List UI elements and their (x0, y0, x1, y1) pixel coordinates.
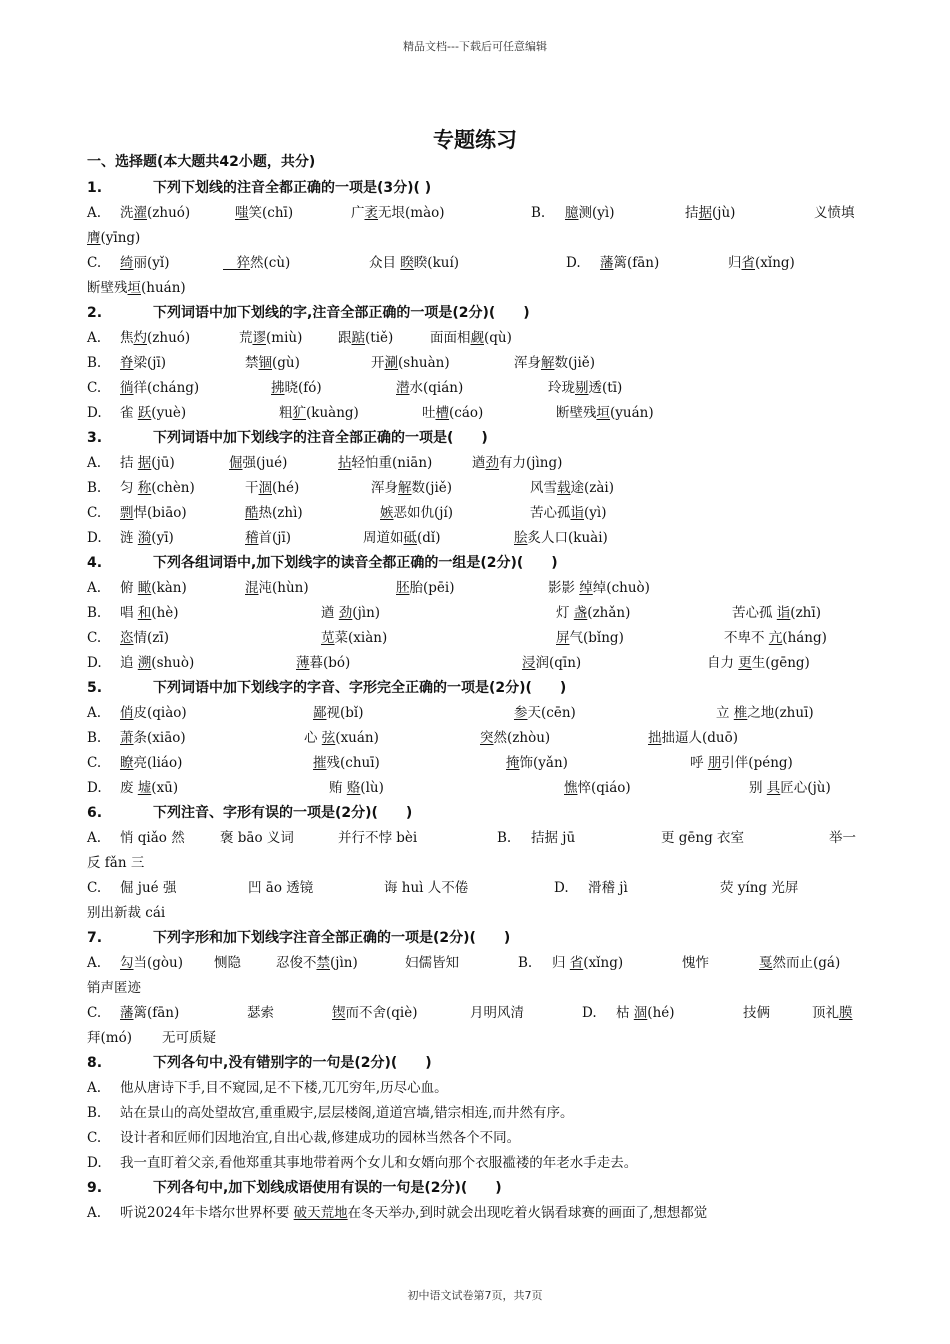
option-item: 荒谬(miù) (239, 330, 303, 346)
option-item: 瞭亮(liáo) (120, 755, 183, 771)
option-letter: C. (87, 1005, 102, 1021)
option-item: B. (497, 830, 512, 846)
option-letter: C. (87, 630, 102, 646)
option-item: 屏气(bǐng) (556, 630, 624, 646)
option-item: 广袤无垠(mào) (351, 205, 445, 221)
option-item: 藩篱(fān) (120, 1005, 180, 1021)
option-line (87, 901, 865, 926)
option-item: 唱 和(hè) (120, 605, 179, 621)
option-line (87, 876, 865, 901)
option-letter: A. (87, 205, 102, 221)
option-item: 听说2024年卡塔尔世界杯要 破天荒地在冬天举办,到时就会出现吃着火锅看球赛的画面了,想想都觉 (120, 1205, 708, 1221)
option-item: 混沌(hùn) (245, 580, 309, 596)
option-item: 立 椎之地(zhuī) (716, 705, 814, 721)
option-item: 臆测(yì) (565, 205, 615, 221)
option-item: 忍俊不禁(jìn) (276, 955, 358, 971)
option-letter: C. (87, 755, 102, 771)
option-item: 洗濯(zhuó) (120, 205, 191, 221)
option-item: 禁锢(gù) (245, 355, 300, 371)
option-line (87, 726, 865, 751)
option-line (87, 851, 865, 876)
question-stem (87, 676, 865, 701)
option-item: 他从唐诗下手,目不窥园,足不下楼,兀兀穷年,历尽心血。 (120, 1080, 448, 1096)
option-letter: B. (87, 480, 102, 496)
option-letter: A. (87, 705, 102, 721)
option-item: D. (554, 880, 569, 896)
option-item: 苦心孤诣(yì) (530, 505, 607, 521)
option-item: 戛然而止(gá) (759, 955, 841, 971)
option-item: 荧 yíng 光屏 (720, 880, 799, 896)
option-item: 断壁残垣(yuán) (556, 405, 654, 421)
option-letter: D. (87, 1155, 102, 1171)
option-letter: D. (87, 530, 102, 546)
option-line (87, 201, 865, 226)
option-item: 站在景山的高处望故宫,重重殿宇,层层楼阁,道道宫墙,错宗相连,而井然有序。 (120, 1105, 574, 1121)
option-item: 归省(xǐng) (728, 255, 795, 271)
option-item: 周道如砥(dǐ) (363, 530, 441, 546)
option-item: 浑身解数(jiě) (371, 480, 453, 496)
option-item: 义愤填 (814, 205, 855, 221)
option-line (87, 1151, 865, 1176)
question-text: 下列词语中加下划线的字,注音全部正确的一项是(2分)( ) (153, 305, 530, 321)
option-line (87, 401, 865, 426)
option-item: 脊梁(jī) (120, 355, 167, 371)
option-item: 玲珑剔透(tī) (548, 380, 623, 396)
question-stem (87, 926, 865, 951)
option-letter: A. (87, 330, 102, 346)
option-item: 剽悍(biāo) (120, 505, 187, 521)
option-item: 藩篱(fān) (600, 255, 660, 271)
option-line (87, 326, 865, 351)
option-item: 愧怍 (682, 955, 709, 971)
option-item: 脍炙人口(kuài) (514, 530, 608, 546)
option-line (87, 1026, 865, 1051)
option-line (87, 1201, 865, 1226)
question-text: 下列各组词语中,加下划线字的读音全都正确的一组是(2分)( ) (153, 555, 558, 571)
option-item: 匀 称(chèn) (120, 480, 195, 496)
option-letter: A. (87, 955, 102, 971)
option-item: 心 弦(xuán) (304, 730, 379, 746)
option-item: 嗤笑(chī) (235, 205, 294, 221)
option-letter: B. (87, 605, 102, 621)
option-letter: C. (87, 880, 102, 896)
question-text: 下列词语中加下划线字的注音全部正确的一项是( ) (153, 430, 488, 446)
option-item: 拜(mó) (87, 1030, 132, 1046)
option-item: 瑟索 (247, 1005, 274, 1021)
option-item: 不卑不 亢(háng) (724, 630, 827, 646)
option-item: 俏皮(qiào) (120, 705, 187, 721)
question-number: 4. (87, 555, 103, 571)
question-number: 6. (87, 805, 103, 821)
option-item: 俯 瞰(kàn) (120, 580, 187, 596)
option-item: 开涮(shuàn) (371, 355, 450, 371)
option-item: 突然(zhòu) (480, 730, 551, 746)
question-stem (87, 1176, 865, 1201)
option-line (87, 826, 865, 851)
option-item: 掩饰(yǎn) (506, 755, 568, 771)
option-item: 苦心孤 诣(zhī) (732, 605, 821, 621)
option-item: 苋菜(xiàn) (321, 630, 388, 646)
option-item: 枯 涸(hé) (616, 1005, 675, 1021)
option-line (87, 951, 865, 976)
option-item: 诲 huì 人不倦 (384, 880, 469, 896)
question-text: 下列各句中,没有错别字的一句是(2分)( ) (153, 1055, 432, 1071)
option-item: 贿 赂(lù) (329, 780, 384, 796)
page-header: 精品文档---下载后可任意编辑 (403, 40, 547, 53)
option-item: 废 墟(xū) (120, 780, 179, 796)
option-item: 恣情(zī) (120, 630, 169, 646)
question-text: 下列各句中,加下划线成语使用有误的一句是(2分)( ) (153, 1180, 502, 1196)
option-line (87, 976, 865, 1001)
option-item: 月明风清 (470, 1005, 524, 1021)
option-item: 反 fǎn 三 (87, 855, 145, 871)
option-item: 粗犷(kuàng) (279, 405, 359, 421)
option-line (87, 276, 865, 301)
option-letter: C. (87, 1130, 102, 1146)
option-item: 嫉恶如仇(jí) (380, 505, 454, 521)
option-item: 悄 qiǎo 然 (120, 830, 185, 846)
option-item: 浸润(qīn) (522, 655, 582, 671)
option-letter: D. (87, 780, 102, 796)
question-number: 8. (87, 1055, 103, 1071)
question-list (87, 176, 865, 1226)
question-number: 2. (87, 305, 103, 321)
option-letter: C. (87, 255, 102, 271)
question-stem (87, 426, 865, 451)
option-item: 影影 绰绰(chuò) (548, 580, 650, 596)
option-item: B. (531, 205, 546, 221)
option-line (87, 251, 865, 276)
option-item: 膺(yīng) (87, 230, 141, 246)
option-item: 焦灼(zhuó) (120, 330, 191, 346)
option-item: 雀 跃(yuè) (120, 405, 187, 421)
option-item: 自力 更生(gēng) (707, 655, 810, 671)
option-letter: A. (87, 1080, 102, 1096)
option-line (87, 1126, 865, 1151)
option-item: 凹 āo 透镜 (248, 880, 314, 896)
option-item: 举一 (829, 830, 856, 846)
option-line (87, 1076, 865, 1101)
option-letter: C. (87, 505, 102, 521)
option-letter: C. (87, 380, 102, 396)
option-line (87, 701, 865, 726)
option-line (87, 601, 865, 626)
option-item: 猝然(cù) (223, 255, 291, 271)
option-item: 倔强(jué) (229, 455, 288, 471)
option-item: 别出新裁 cái (87, 905, 166, 921)
option-line (87, 576, 865, 601)
option-letter: B. (87, 355, 102, 371)
option-item: 滑稽 jì (588, 880, 628, 896)
option-item: 妇儒皆知 (405, 955, 459, 971)
question-text: 下列词语中加下划线字的字音、字形完全正确的一项是(2分)( ) (153, 680, 567, 696)
option-item: 锲而不舍(qiè) (332, 1005, 418, 1021)
option-line (87, 226, 865, 251)
option-item: 拂晓(fó) (271, 380, 322, 396)
option-item: 无可质疑 (162, 1030, 216, 1046)
option-item: 吐槽(cáo) (422, 405, 484, 421)
option-letter: D. (87, 405, 102, 421)
question-text: 下列注音、字形有误的一项是(2分)( ) (153, 805, 413, 821)
option-line (87, 501, 865, 526)
option-item: 拙拙逼人(duō) (648, 730, 738, 746)
option-item: 干涸(hé) (245, 480, 300, 496)
option-item: 潜水(qián) (396, 380, 464, 396)
option-letter: B. (87, 730, 102, 746)
option-item: 风雪载途(zài) (530, 480, 615, 496)
option-line (87, 1001, 865, 1026)
option-item: 销声匿迹 (87, 980, 141, 996)
option-item: 萧条(xiāo) (120, 730, 186, 746)
option-line (87, 1101, 865, 1126)
option-item: 恻隐 (214, 955, 241, 971)
option-item: 稽首(jī) (245, 530, 292, 546)
question-stem (87, 176, 865, 201)
question-number: 5. (87, 680, 103, 696)
option-item: 呼 朋引伴(péng) (690, 755, 793, 771)
option-item: B. (518, 955, 533, 971)
option-item: 胚胎(pēi) (396, 580, 455, 596)
option-item: 徜徉(cháng) (120, 380, 200, 396)
option-item: 绮丽(yǐ) (120, 255, 170, 271)
option-letter: B. (87, 1105, 102, 1121)
question-number: 7. (87, 930, 103, 946)
question-stem (87, 551, 865, 576)
option-item: 更 gēng 衣室 (661, 830, 745, 846)
option-letter: A. (87, 455, 102, 471)
option-item: 跟踮(tiě) (338, 330, 394, 346)
option-letter: A. (87, 830, 102, 846)
option-item: 褒 bāo 义词 (220, 830, 294, 846)
option-letter: A. (87, 580, 102, 596)
option-line (87, 776, 865, 801)
option-item: 参天(cēn) (514, 705, 576, 721)
option-item: 遒劲有力(jìng) (472, 455, 563, 471)
option-item: 归 省(xǐng) (552, 955, 624, 971)
option-item: 顶礼膜 (812, 1005, 853, 1021)
option-item: 技俩 (743, 1005, 770, 1021)
question-stem (87, 1051, 865, 1076)
option-letter: D. (87, 655, 102, 671)
option-line (87, 351, 865, 376)
option-item: 涟 漪(yī) (120, 530, 174, 546)
option-item: 我一直盯着父亲,看他郑重其事地带着两个女儿和女婿向那个衣服褴褛的年老水手走去。 (120, 1155, 638, 1171)
option-item: D. (566, 255, 581, 271)
option-line (87, 376, 865, 401)
option-item: 拈轻怕重(niān) (338, 455, 433, 471)
option-item: 憔悴(qiáo) (564, 780, 631, 796)
option-line (87, 626, 865, 651)
question-stem (87, 301, 865, 326)
option-item: 酷热(zhì) (245, 505, 303, 521)
option-line (87, 451, 865, 476)
question-number: 1. (87, 180, 103, 196)
section-heading: 一、选择题(本大题共42小题，共分) (87, 154, 316, 170)
option-item: 遒 劲(jìn) (321, 605, 381, 621)
option-item: 拮据 jū (531, 830, 576, 846)
option-line (87, 651, 865, 676)
option-item: 断壁残垣(huán) (87, 280, 186, 296)
option-item: D. (582, 1005, 597, 1021)
option-line (87, 526, 865, 551)
option-item: 众目 睽睽(kuí) (369, 255, 460, 271)
option-line (87, 476, 865, 501)
option-item: 拮 据(jū) (120, 455, 175, 471)
option-item: 浑身解数(jiě) (514, 355, 596, 371)
option-item: 薄暮(bó) (296, 655, 351, 671)
question-number: 9. (87, 1180, 103, 1196)
question-number: 3. (87, 430, 103, 446)
option-item: 设计者和匠师们因地治宜,自出心裁,修建成功的园林当然各个不同。 (120, 1130, 521, 1146)
option-item: 灯 盏(zhǎn) (556, 605, 631, 621)
option-letter: A. (87, 1205, 102, 1221)
option-item: 倔 jué 强 (120, 880, 177, 896)
option-item: 拮据(jù) (685, 205, 736, 221)
option-item: 面面相觑(qù) (430, 330, 512, 346)
question-text: 下列字形和加下划线字注音全部正确的一项是(2分)( ) (153, 930, 511, 946)
option-item: 追 溯(shuò) (120, 655, 195, 671)
option-item: 勾当(gòu) (120, 955, 183, 971)
option-line (87, 751, 865, 776)
option-item: 并行不悖 bèi (338, 830, 418, 846)
page-footer: 初中语文试卷第7页，共7页 (407, 1289, 543, 1302)
page-title: 专题练习 (433, 128, 517, 152)
option-item: 摧残(chuī) (313, 755, 380, 771)
question-stem (87, 801, 865, 826)
option-item: 鄙视(bǐ) (313, 705, 364, 721)
question-text: 下列下划线的注音全都正确的一项是(3分)( ) (153, 180, 432, 196)
option-item: 别 具匠心(jù) (749, 780, 831, 796)
